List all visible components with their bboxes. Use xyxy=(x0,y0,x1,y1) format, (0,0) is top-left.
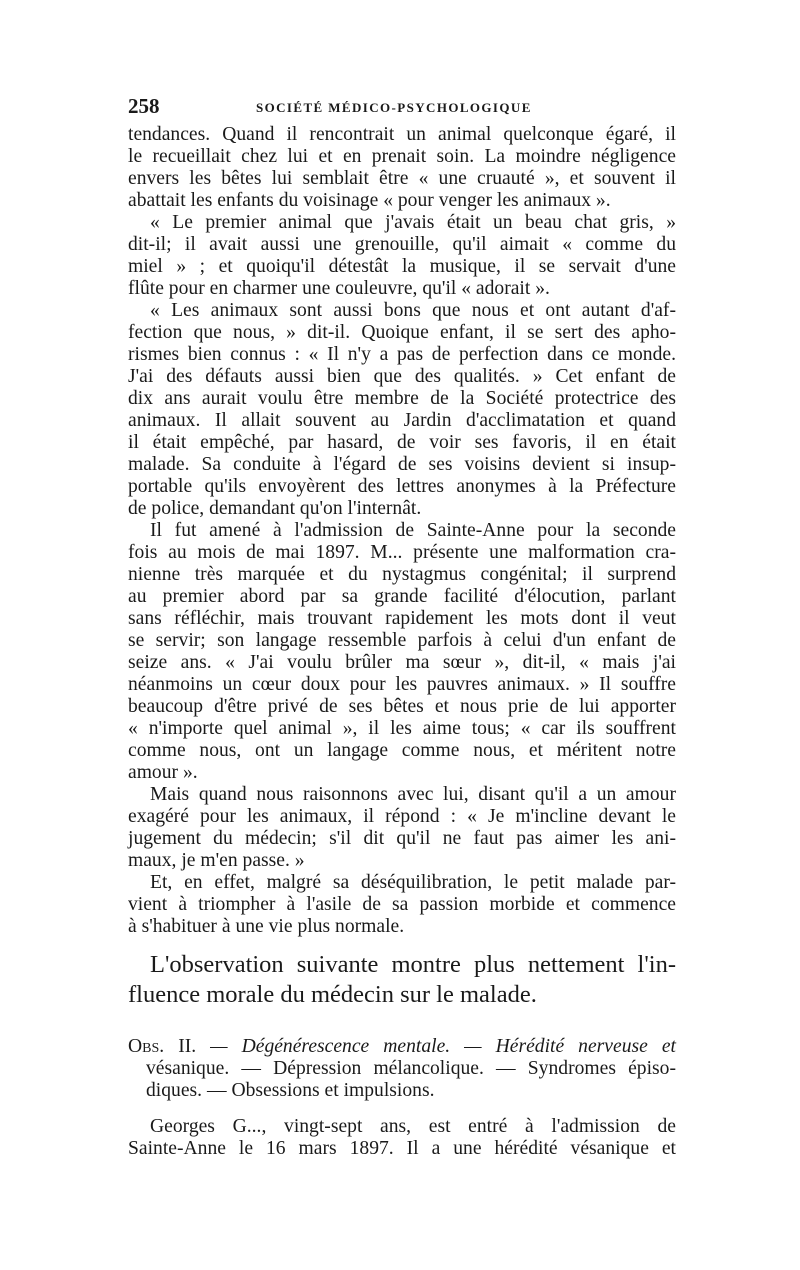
text-line: « n'importe quel animal », il les aime tous; « car ils souffrent xyxy=(128,718,676,739)
text-line: rismes bien connus : « Il n'y a pas de perfection dans ce monde. xyxy=(128,344,676,365)
text-line: fois au mois de mai 1897. M... présente une malformation cra- xyxy=(128,542,676,563)
text-line: flûte pour en charmer une couleuvre, qu'il « adorait ». xyxy=(128,278,550,299)
observation-line xyxy=(128,1036,676,1058)
text-line: « Les animaux sont aussi bons que nous et ont autant d'af- xyxy=(150,300,676,321)
paragraph-2 xyxy=(128,212,676,300)
text-line: « Le premier animal que j'avais était un beau chat gris, » xyxy=(150,212,676,233)
headline-line: L'observation suivante montre plus nettement l'in- xyxy=(150,951,676,978)
text-line: amour ». xyxy=(128,762,198,783)
text-line: exagéré pour les animaux, il répond : « Je m'incline devant le xyxy=(128,806,676,827)
text-line: tendances. Quand il rencontrait un animal quelconque égaré, il xyxy=(128,124,676,145)
paragraph-6 xyxy=(128,872,676,938)
text-line: jugement du médecin; s'il dit qu'il ne faut pas aimer les ani- xyxy=(128,828,676,849)
text-line: Sainte-Anne le 16 mars 1897. Il a une hérédité vésanique et xyxy=(128,1138,676,1159)
headline-line: fluence morale du médecin sur le malade. xyxy=(128,981,537,1008)
text-line: Mais quand nous raisonnons avec lui, disant qu'il a un amour xyxy=(150,784,676,805)
text-line: néanmoins un cœur doux pour les pauvres animaux. » Il souffre xyxy=(128,674,676,695)
text-line: J'ai des défauts aussi bien que des qualités. » Cet enfant de xyxy=(128,366,676,387)
text-line: se servir; son langage ressemble parfois à celui d'un enfant de xyxy=(128,630,676,651)
page-header xyxy=(128,94,676,122)
text-line: Et, en effet, malgré sa déséquilibration, le petit malade par- xyxy=(150,872,676,893)
text-line: nienne très marquée et du nystagmus congénital; il surprend xyxy=(128,564,676,585)
section-headline xyxy=(128,950,676,1010)
paragraph-5 xyxy=(128,784,676,872)
text-line: Georges G..., vingt-sept ans, est entré à l'admission de xyxy=(150,1116,676,1137)
paragraph-1 xyxy=(128,124,676,212)
text-line: maux, je m'en passe. » xyxy=(128,850,305,871)
text-line: comme nous, ont un langage comme nous, et méritent notre xyxy=(128,740,676,761)
body-text xyxy=(128,124,676,1160)
text-line: de police, demandant qu'on l'internât. xyxy=(128,498,422,519)
text-line: Il fut amené à l'admission de Sainte-Anne pour la seconde xyxy=(150,520,676,541)
observation-line: diques. — Obsessions et impulsions. xyxy=(146,1080,435,1101)
text-line: malade. Sa conduite à l'égard de ses voisins devient si insup- xyxy=(128,454,676,475)
text-line: envers les bêtes lui semblait être « une cruauté », et souvent il xyxy=(128,168,676,189)
text-line: dit-il; il avait aussi une grenouille, qu'il aimait « comme du xyxy=(128,234,676,255)
text-line: au premier abord par sa grande facilité d'élocution, parlant xyxy=(128,586,676,607)
observation-label: Obs. II. xyxy=(128,1036,197,1057)
text-line: miel » ; et quoiqu'il détestât la musique, il se servait d'une xyxy=(128,256,676,277)
observation-line: vésanique. — Dépression mélancolique. — Syndromes épiso- xyxy=(146,1058,676,1079)
page-number: 258 xyxy=(128,94,160,118)
text-line: vient à triompher à l'asile de sa passion morbide et commence xyxy=(128,894,676,915)
text-line: à s'habituer à une vie plus normale. xyxy=(128,916,405,937)
text-line: animaux. Il allait souvent au Jardin d'acclimatation et quand xyxy=(128,410,676,431)
paragraph-final xyxy=(128,1116,676,1160)
text-line: portable qu'ils envoyèrent des lettres anonymes à la Préfecture xyxy=(128,476,676,497)
text-line: abattait les enfants du voisinage « pour venger les animaux ». xyxy=(128,190,611,211)
text-line: sans réfléchir, mais trouvant rapidement les mots dont il veut xyxy=(128,608,676,629)
paragraph-3 xyxy=(128,300,676,520)
text-line: le recueillait chez lui et en prenait soin. La moindre négligence xyxy=(128,146,676,167)
observation-heading xyxy=(128,1036,676,1102)
running-title: SOCIÉTÉ MÉDICO-PSYCHOLOGIQUE xyxy=(256,100,532,115)
paragraph-4 xyxy=(128,520,676,784)
text-line: beaucoup d'être privé de ses bêtes et nous prie de lui apporter xyxy=(128,696,676,717)
text-line: seize ans. « J'ai voulu brûler ma sœur », dit-il, « mais j'ai xyxy=(128,652,676,673)
text-line: dix ans aurait voulu être membre de la Société protectrice des xyxy=(128,388,676,409)
observation-title-1: — Dégénérescence mentale. — Hérédité nerveuse et xyxy=(210,1036,676,1057)
text-line: fection que nous, » dit-il. Quoique enfant, il se sert des apho- xyxy=(128,322,676,343)
text-line: il était empêché, par hasard, de voir ses favoris, il en était xyxy=(128,432,676,453)
